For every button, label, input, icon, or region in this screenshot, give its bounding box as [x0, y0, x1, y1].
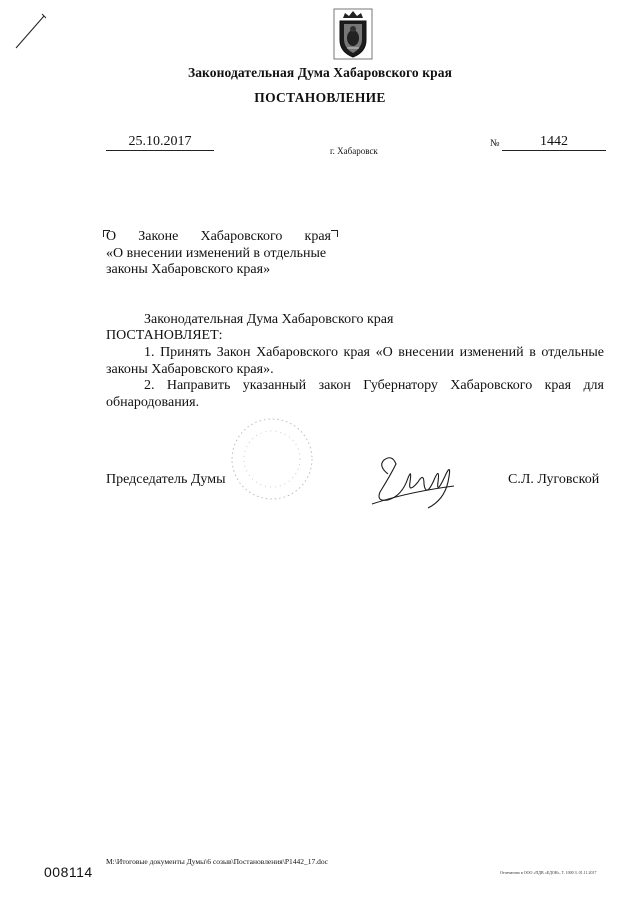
document-title: [106, 229, 331, 279]
print-note: Отпечатано в ООО «ПДВ «ЕДОН», Т. 1000 З. 01.11.2017: [500, 870, 597, 875]
title-line-2: «О внесении изменений в отдельные: [106, 245, 327, 261]
title-word: края: [304, 229, 331, 244]
title-line-3: законы Хабаровского края»: [106, 262, 271, 277]
document-type: ПОСТАНОВЛЕНИЕ: [254, 90, 386, 105]
title-bracket-right: [331, 230, 338, 237]
document-date: 25.10.2017: [128, 134, 192, 149]
number-field: [502, 132, 606, 151]
date-field: [106, 132, 214, 151]
organization-name: Законодательная Дума Хабаровского края: [187, 65, 452, 80]
faint-stamp: [212, 414, 332, 504]
signatory-name: С.Л. Луговской: [508, 472, 600, 487]
title-word: Законе: [138, 229, 179, 244]
file-path: M:\Итоговые документы Думы\6 созыв\Постановления\P1442_17.doc: [106, 857, 328, 866]
coat-of-arms-icon: [333, 8, 373, 60]
registration-number: 008114: [44, 864, 93, 880]
title-word: Хабаровского: [200, 229, 283, 244]
number-label: №: [490, 138, 500, 149]
handwritten-signature: [368, 452, 460, 512]
body-intro: Законодательная Дума Хабаровского края: [144, 312, 394, 327]
body-decree: ПОСТАНОВЛЯЕТ:: [106, 328, 223, 343]
body-item-1: 1. Принять Закон Хабаровского края «О внесении изменений в отдельные законы Хабаровского края».: [106, 345, 604, 377]
title-word: О: [106, 229, 117, 244]
title-line-1: [106, 229, 331, 246]
signatory-role: Председатель Думы: [106, 472, 226, 487]
body-item-2: 2. Направить указанный закон Губернатору Хабаровского края для обнародования.: [106, 378, 604, 410]
city: г. Хабаровск: [330, 146, 378, 156]
pen-stroke-mark: [14, 10, 50, 50]
document-number: 1442: [540, 134, 568, 149]
